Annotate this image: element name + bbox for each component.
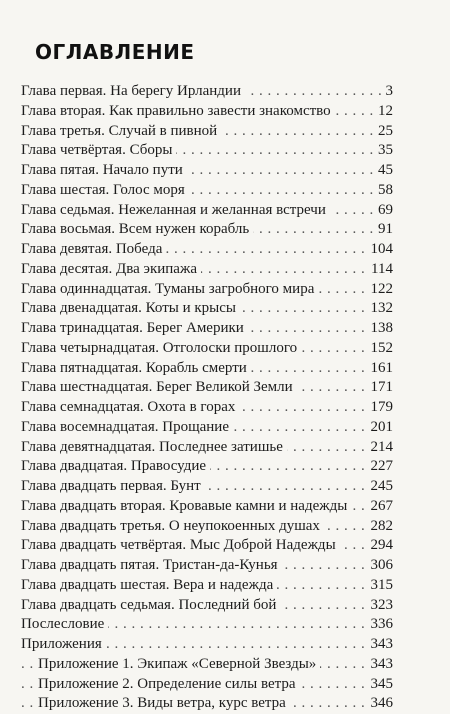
toc-entry-page-number: 343: [367, 635, 394, 655]
toc-entry: [21, 477, 393, 497]
toc-entry: [21, 339, 393, 359]
toc-entry-page-number: 138: [367, 319, 394, 339]
toc-entry-label: Глава седьмая. Нежеланная и желанная встречи: [21, 202, 330, 218]
toc-entry-page-number: 227: [367, 457, 394, 477]
toc-entry-label: Глава двенадцатая. Коты и крысы: [21, 300, 240, 316]
toc-entry: [21, 319, 393, 339]
toc-subentry: [21, 694, 393, 714]
toc-entry: [21, 122, 393, 142]
toc-entry-label: Глава пятая. Начало пути: [21, 162, 187, 178]
toc-entry: [21, 635, 393, 655]
toc-entry-label: Глава пятнадцатая. Корабль смерти: [21, 360, 251, 376]
toc-entry-label: Приложение 2. Определение силы ветра: [38, 676, 300, 692]
toc-entry-label: Приложение 1. Экипаж «Северной Звезды»: [38, 656, 320, 672]
toc-entry-page-number: 245: [367, 477, 394, 497]
toc-entry-page-number: 323: [367, 596, 394, 616]
toc-entry: [21, 299, 393, 319]
toc-entry-label: Глава девятая. Победа: [21, 241, 166, 257]
toc-entry: [21, 398, 393, 418]
table-of-contents: [21, 82, 393, 714]
toc-entry-page-number: 306: [367, 556, 394, 576]
toc-entry-page-number: 25: [374, 122, 393, 142]
toc-entry: [21, 438, 393, 458]
toc-entry-label: Глава шестая. Голос моря: [21, 182, 189, 198]
toc-entry-label: Глава восьмая. Всем нужен корабль: [21, 221, 253, 237]
toc-entry-page-number: 336: [367, 615, 394, 635]
toc-entry: [21, 161, 393, 181]
toc-entry-label: Глава шестнадцатая. Берег Великой Земли: [21, 379, 297, 395]
toc-entry-label: Глава одиннадцатая. Туманы загробного мира: [21, 281, 318, 297]
toc-entry: [21, 102, 393, 122]
toc-entry-label: Приложения: [21, 636, 106, 652]
toc-subentry: [21, 655, 393, 675]
toc-entry-label: Глава вторая. Как правильно завести знакомство: [21, 103, 335, 119]
toc-entry-label: Глава двадцать четвёртая. Мыс Доброй Надежды: [21, 537, 340, 553]
toc-entry-page-number: 282: [367, 517, 394, 537]
toc-entry-page-number: 171: [367, 378, 394, 398]
toc-entry: [21, 576, 393, 596]
toc-entry: [21, 201, 393, 221]
toc-entry: [21, 141, 393, 161]
toc-entry: [21, 260, 393, 280]
toc-entry-page-number: 346: [367, 694, 394, 714]
toc-entry-label: Глава восемнадцатая. Прощание: [21, 419, 233, 435]
toc-entry-page-number: 114: [367, 260, 393, 280]
toc-entry: [21, 596, 393, 616]
toc-entry-page-number: 267: [367, 497, 394, 517]
toc-entry: [21, 359, 393, 379]
toc-entry-page-number: 132: [367, 299, 394, 319]
toc-entry: [21, 536, 393, 556]
toc-entry: [21, 418, 393, 438]
toc-entry-page-number: 35: [374, 141, 393, 161]
toc-entry-label: Глава четвёртая. Сборы: [21, 142, 176, 158]
toc-entry-label: Глава двадцать седьмая. Последний бой: [21, 597, 280, 613]
page-title: ОГЛАВЛЕНИЕ: [35, 40, 195, 64]
toc-entry-label: Глава двадцать третья. О неупокоенных душах: [21, 518, 324, 534]
toc-entry-page-number: 152: [367, 339, 394, 359]
toc-entry-page-number: 122: [367, 280, 394, 300]
toc-entry: [21, 82, 393, 102]
toc-entry-page-number: 91: [374, 220, 393, 240]
toc-entry: [21, 240, 393, 260]
toc-entry-page-number: 12: [374, 102, 393, 122]
toc-entry-page-number: 179: [367, 398, 394, 418]
toc-entry-label: Глава третья. Случай в пивной: [21, 123, 221, 139]
toc-entry: [21, 457, 393, 477]
toc-entry-page-number: 58: [374, 181, 393, 201]
toc-entry-label: Послесловие: [21, 616, 108, 632]
toc-entry-page-number: 201: [367, 418, 394, 438]
toc-entry: [21, 280, 393, 300]
toc-entry-label: Приложение 3. Виды ветра, курс ветра: [38, 695, 290, 711]
toc-entry-label: Глава четырнадцатая. Отголоски прошлого: [21, 340, 301, 356]
toc-entry-label: Глава двадцать вторая. Кровавые камни и надежды: [21, 498, 351, 514]
toc-entry-page-number: 69: [374, 201, 393, 221]
toc-entry-page-number: 345: [367, 675, 394, 695]
toc-entry-label: Глава двадцатая. Правосудие: [21, 458, 210, 474]
toc-entry: [21, 497, 393, 517]
toc-entry-label: Глава двадцать первая. Бунт: [21, 478, 205, 494]
toc-entry-label: Глава семнадцатая. Охота в горах: [21, 399, 239, 415]
toc-entry-page-number: 104: [367, 240, 394, 260]
toc-entry-label: Глава двадцать шестая. Вера и надежда: [21, 577, 277, 593]
toc-entry-label: Глава первая. На берегу Ирландии: [21, 83, 245, 99]
toc-entry: [21, 220, 393, 240]
toc-entry: [21, 181, 393, 201]
toc-subentry: [21, 675, 393, 695]
toc-entry: [21, 615, 393, 635]
toc-entry-label: Глава двадцать пятая. Тристан-да-Кунья: [21, 557, 282, 573]
toc-entry: [21, 378, 393, 398]
toc-entry-page-number: 3: [382, 82, 394, 102]
toc-entry-page-number: 294: [367, 536, 394, 556]
toc-entry-page-number: 161: [367, 359, 394, 379]
toc-entry-page-number: 214: [367, 438, 394, 458]
toc-entry-page-number: 45: [374, 161, 393, 181]
toc-entry-label: Глава девятнадцатая. Последнее затишье: [21, 439, 287, 455]
toc-entry-label: Глава десятая. Два экипажа: [21, 261, 201, 277]
toc-entry-label: Глава тринадцатая. Берег Америки: [21, 320, 248, 336]
toc-entry-page-number: 343: [367, 655, 394, 675]
toc-entry-page-number: 315: [367, 576, 394, 596]
toc-entry: [21, 556, 393, 576]
toc-entry: [21, 517, 393, 537]
